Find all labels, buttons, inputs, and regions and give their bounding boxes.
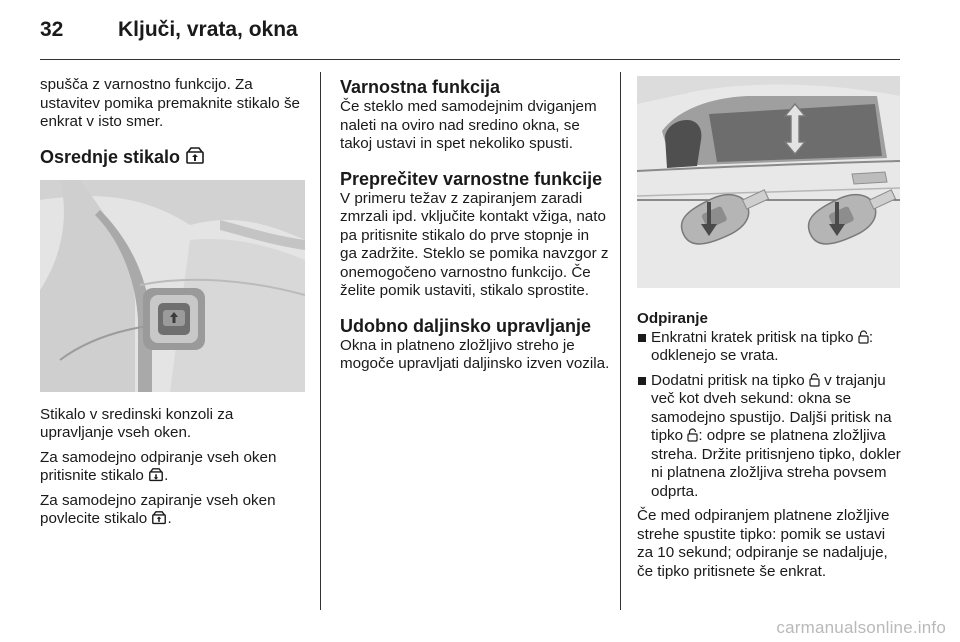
section-heading-safety-function: Varnostna funkcija [340,77,501,97]
list-item: Dodatni pritisk na tipko v trajanju več kot dveh sekund: okna se samodejno spustijo. Daljši pritisk na tipko : odpre se platnena zložljiva streha. Držite pritisnjeno tipko, dokler ni platnena zložljiva streha povsem odprta. [637,372,905,502]
section-heading-remote-operation: Udobno daljinsko upravljanje [340,315,592,336]
bullet-square [638,377,646,385]
section-heading-override: Preprečitev varnostne funkcije [340,168,603,189]
intro-paragraph: spušča z varnostno funkcijo. Za ustavitev pomika premaknite stikalo še enkrat v isto smer. [40,76,300,130]
page-number: 32 [40,18,64,41]
close-all-windows-text: Za samodejno zapiranje vseh oken povlecite stikalo . [40,491,276,527]
watermark: carmanualsonline.info [776,618,946,637]
column-right [637,76,905,587]
closing-paragraph: Če med odpiranjem platnene zložljive strehe spustite tipko: pomik se ustavi za 10 sekund; odpiranje se nadaljuje, če tipko pritisnete še enkrat. [637,507,890,580]
column-middle [340,76,610,380]
header-divider [40,59,900,60]
section-heading-central-switch: Osrednje stikalo [40,146,305,168]
subheading-opening: Odpiranje [637,310,708,327]
opening-steps-list [637,329,905,502]
column-divider-1 [320,72,321,610]
bullet-square [638,334,646,342]
page-header [40,14,920,58]
caption-center-console: Stikalo v sredinski konzoli za upravljanje vseh oken. [40,405,234,441]
car-door-remote-key-image [637,76,900,288]
center-console-switch-image [40,180,305,392]
remote-operation-paragraph: Okna in platneno zložljivo streho je mogoče upravljati daljinsko izven vozila. [340,336,610,372]
safety-function-paragraph: Če steklo med samodejnim dviganjem naleti na oviro nad sredino okna, se takoj ustavi in spet nekoliko spusti. [340,98,597,152]
unlock-icon [809,373,820,387]
unlock-icon [687,428,698,442]
list-item: Enkratni kratek pritisk na tipko : odklenejo se vrata. [637,329,905,366]
open-all-windows-text: Za samodejno odpiranje vseh oken pritisnite stikalo . [40,448,277,484]
central-window-switch-icon [185,147,205,165]
column-left [40,76,305,535]
page-title: Ključi, vrata, okna [118,18,298,41]
override-paragraph: V primeru težav z zapiranjem zaradi zmrzali ipd. vključite kontakt vžiga, nato pa pritisnite stikalo do prve stopnje in ga zadržite. Steklo se pomika navzgor z onemogočeno varnostno funkcijo. Če želite pomik ustaviti, stikalo sprostite. [340,189,609,299]
unlock-icon [858,330,869,344]
column-divider-2 [620,72,621,610]
central-window-switch-icon [148,468,164,482]
central-window-switch-icon [151,511,167,525]
